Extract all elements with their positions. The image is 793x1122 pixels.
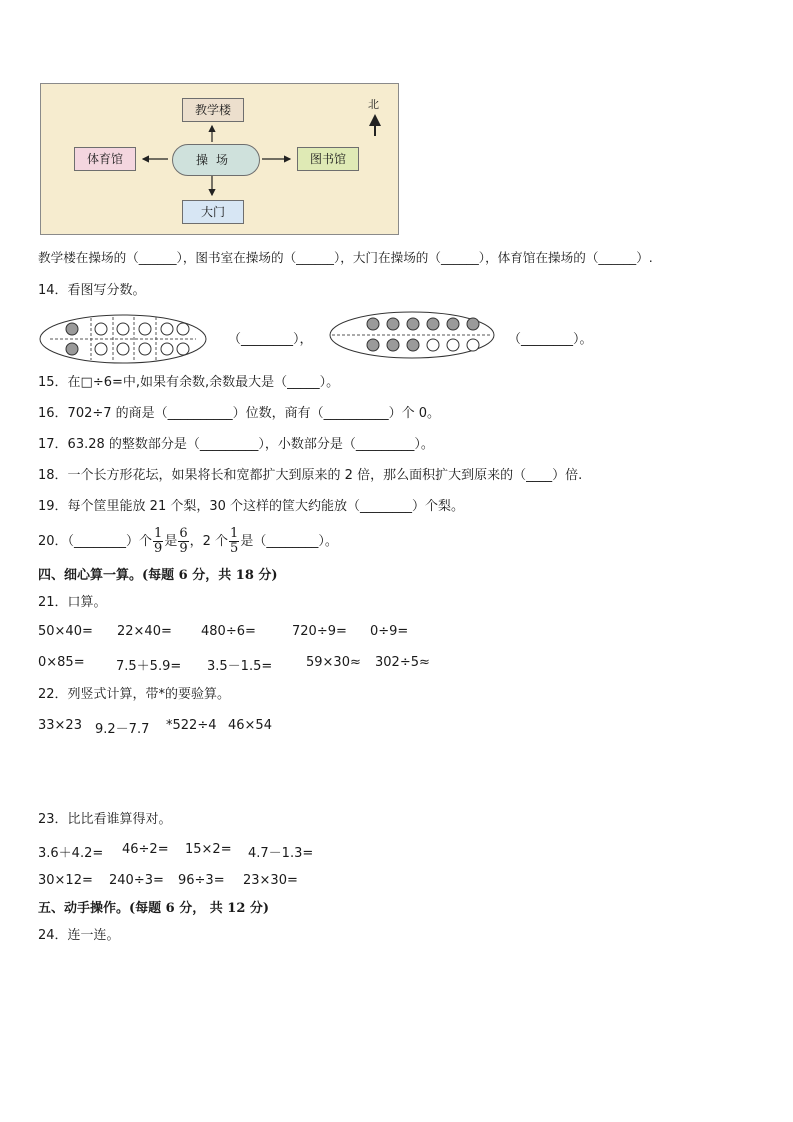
q20-mid: ，2 个	[189, 534, 229, 549]
q17-text: 17．63.28 的整数部分是（_________），小数部分是（_________）。	[38, 437, 434, 452]
fraction-1-9: $\frac{1}{9}$	[154, 526, 163, 556]
q23-item: 30×12=	[38, 873, 93, 888]
q19-text: 19．每个筐里能放 21 个梨，30 个这样的筐大约能放（________）个梨。	[38, 499, 465, 514]
q21-item: 0×85=	[38, 655, 85, 670]
q21-item: 3.5－1.5=	[207, 659, 273, 674]
compass-north-label: 北	[368, 98, 379, 111]
fraction-6-9: $\frac{6}{9}$	[179, 526, 188, 556]
q23-item: 15×2=	[185, 842, 232, 857]
library-box: 图书馆	[297, 147, 359, 171]
q21-item: 22×40=	[117, 624, 172, 639]
q20-prefix: 20．（________）个	[38, 534, 153, 549]
q18-text: 18．一个长方形花坛，如果将长和宽都扩大到原来的 2 倍，那么面积扩大到原来的（____）倍.	[38, 468, 583, 483]
q20-is: 是	[164, 534, 178, 549]
q23-row-1	[38, 842, 738, 860]
q23-item: 4.7－1.3=	[248, 846, 314, 861]
gym-box: 体育馆	[74, 147, 136, 171]
fraction-figure-1	[38, 311, 208, 367]
q23-item: 46÷2=	[122, 842, 169, 857]
q21-item: 59×30≈	[306, 655, 361, 670]
q22-item: 9.2－7.7	[95, 722, 150, 737]
q13-text: 教学楼在操场的（______），图书室在操场的（______），大门在操场的（______），体育馆在操场的（______）.	[38, 250, 653, 265]
section-5-heading: 五、动手操作。(每题 6 分， 共 12 分)	[38, 901, 270, 916]
q23-item: 23×30=	[243, 873, 298, 888]
teaching-building-box: 教学楼	[182, 98, 244, 122]
q21-row-2	[38, 655, 738, 673]
gate-box: 大门	[182, 200, 244, 224]
q22-item: 46×54	[228, 718, 272, 733]
q21-item: 7.5＋5.9=	[116, 659, 182, 674]
fraction-1-5: $\frac{1}{5}$	[230, 526, 239, 556]
q20-text	[38, 525, 338, 559]
direction-map	[40, 83, 399, 235]
fraction-figure-2	[328, 309, 496, 361]
q21-item: 302÷5≈	[375, 655, 430, 670]
q23-item: 3.6＋4.2=	[38, 846, 104, 861]
q21-item: 480÷6=	[201, 624, 256, 639]
q22-label: 22．列竖式计算，带*的要验算。	[38, 687, 231, 702]
q23-row-2	[38, 873, 738, 891]
q14-blank-1[interactable]: （________），	[228, 332, 313, 347]
q21-label: 21．口算。	[38, 595, 107, 610]
playground-oval: 操场	[172, 144, 260, 176]
q23-item: 96÷3=	[178, 873, 225, 888]
q21-item: 0÷9=	[370, 624, 409, 639]
q21-item: 50×40=	[38, 624, 93, 639]
q22-item: 33×23	[38, 718, 82, 733]
q24-label: 24．连一连。	[38, 928, 120, 943]
q21-item: 720÷9=	[292, 624, 347, 639]
map-arrows	[41, 84, 398, 234]
q21-row-1	[38, 624, 738, 642]
q22-row	[38, 718, 738, 736]
q23-item: 240÷3=	[109, 873, 164, 888]
section-4-heading: 四、细心算一算。(每题 6 分，共 18 分)	[38, 568, 278, 583]
q14-blank-2[interactable]: （________）。	[508, 332, 593, 347]
q22-item: *522÷4	[166, 718, 217, 733]
q14-label: 14．看图写分数。	[38, 283, 146, 298]
q15-text: 15．在□÷6=中,如果有余数,余数最大是（_____）。	[38, 375, 340, 390]
q23-label: 23．比比看谁算得对。	[38, 812, 172, 827]
q20-suffix: 是（________）。	[240, 534, 338, 549]
q16-text: 16．702÷7 的商是（__________）位数，商有（__________）个 0。	[38, 406, 441, 421]
